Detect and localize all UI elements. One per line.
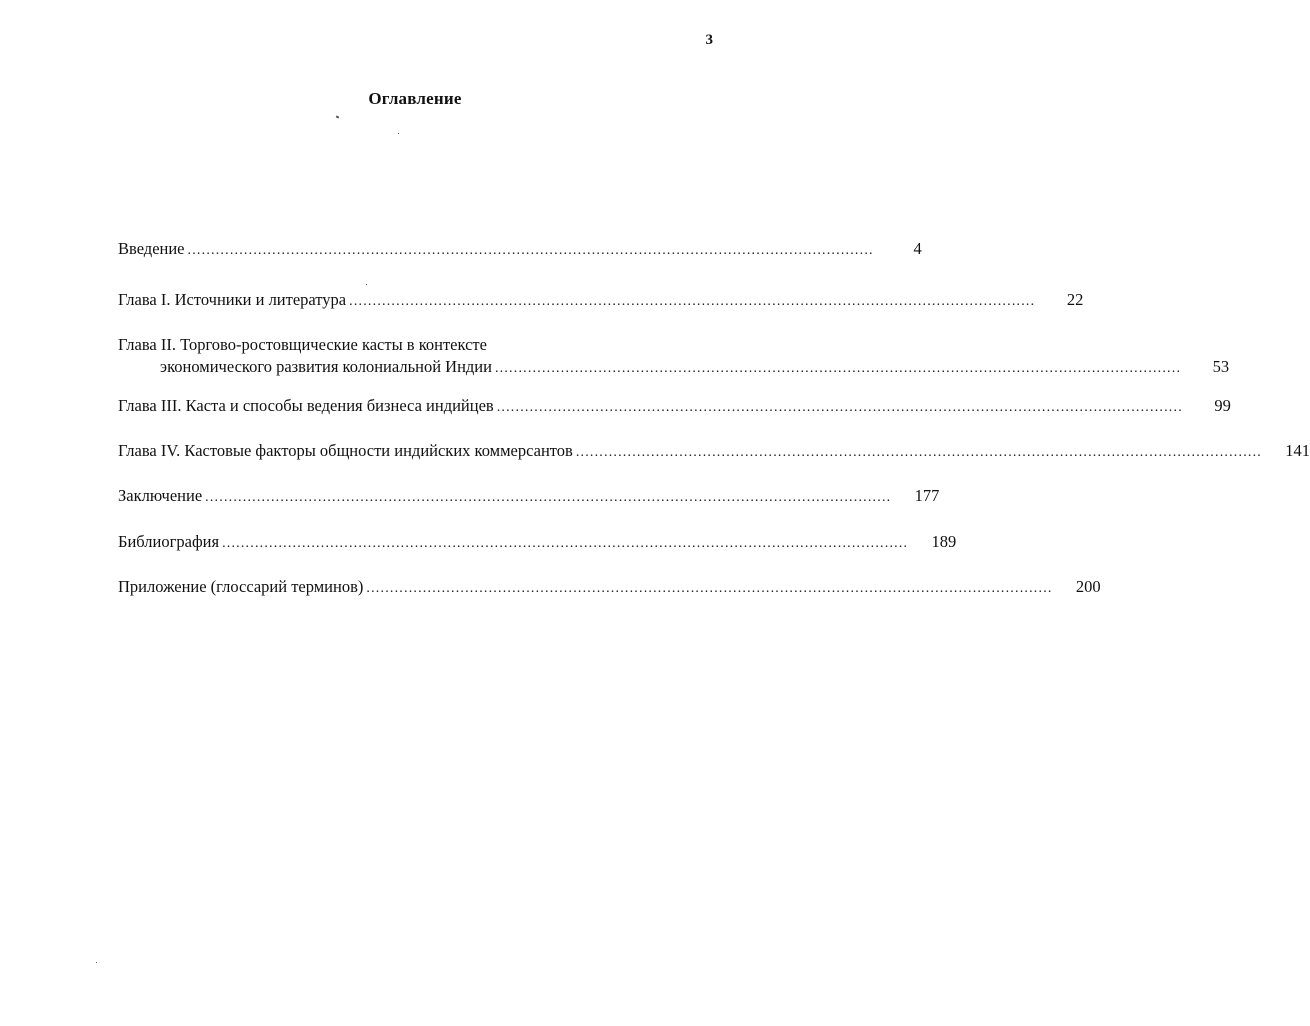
toc-leader-dots: .................................................................................................................................................. xyxy=(496,400,1183,415)
toc-entry-page: 99 xyxy=(1214,396,1231,415)
toc-entry-label: Глава III. Каста и способы ведения бизнеса индийцев xyxy=(118,396,494,415)
toc-entry-chapter-4[interactable] xyxy=(118,440,1310,464)
toc-entry-label: Введение xyxy=(118,239,185,258)
toc-entry-label: Глава IV. Кастовые факторы общности индийских коммерсантов xyxy=(118,441,573,460)
toc-entry-bibliography[interactable] xyxy=(118,531,957,555)
toc-entry-page: 189 xyxy=(931,532,957,551)
toc-entry-conclusion[interactable] xyxy=(118,485,940,509)
toc-entry-chapter-2[interactable] xyxy=(118,334,1230,380)
toc-entry-chapter-3[interactable] xyxy=(118,395,1231,419)
toc-leader-dots: .................................................................................................................................................. xyxy=(349,294,1036,309)
toc-entry-label-line-1: Глава II. Торгово-ростовщические касты в контексте xyxy=(118,335,487,354)
toc-leader-dots: .................................................................................................................................................. xyxy=(205,490,892,505)
scan-speck xyxy=(96,962,97,963)
toc-leader-dots: .................................................................................................................................................. xyxy=(222,536,909,551)
scan-speck xyxy=(336,115,340,118)
toc-entry-introduction[interactable] xyxy=(118,238,922,262)
toc-entry-page: 22 xyxy=(1066,290,1084,309)
toc-entry-label: Заключение xyxy=(118,486,203,505)
toc-entry-page: 177 xyxy=(914,486,940,505)
toc-entry-label: экономического развития колониальной Индии xyxy=(160,357,492,376)
toc-leader-dots: .................................................................................................................................................. xyxy=(187,243,874,258)
scan-speck xyxy=(366,284,367,285)
toc-entry-label: Глава I. Источники и литература xyxy=(118,290,347,309)
toc-entry-page: 4 xyxy=(913,239,922,258)
toc-entry-label: Приложение (глоссарий терминов) xyxy=(118,577,364,596)
toc-entry-page: 53 xyxy=(1212,357,1230,376)
toc-entry-label: Библиография xyxy=(118,532,220,551)
toc-leader-dots: .................................................................................................................................................. xyxy=(366,581,1053,596)
page-title: Оглавление xyxy=(368,89,462,108)
toc-entry-page: 200 xyxy=(1075,577,1101,596)
toc-leader-dots: .................................................................................................................................................. xyxy=(575,445,1263,460)
toc-leader-dots: .................................................................................................................................................. xyxy=(494,361,1182,376)
toc-entry-appendix[interactable] xyxy=(118,576,1101,600)
toc-entry-page: 141 xyxy=(1285,441,1310,460)
page-number: 3 xyxy=(705,32,713,48)
toc-entry-chapter-1[interactable] xyxy=(118,289,1084,313)
scan-speck xyxy=(398,133,399,134)
